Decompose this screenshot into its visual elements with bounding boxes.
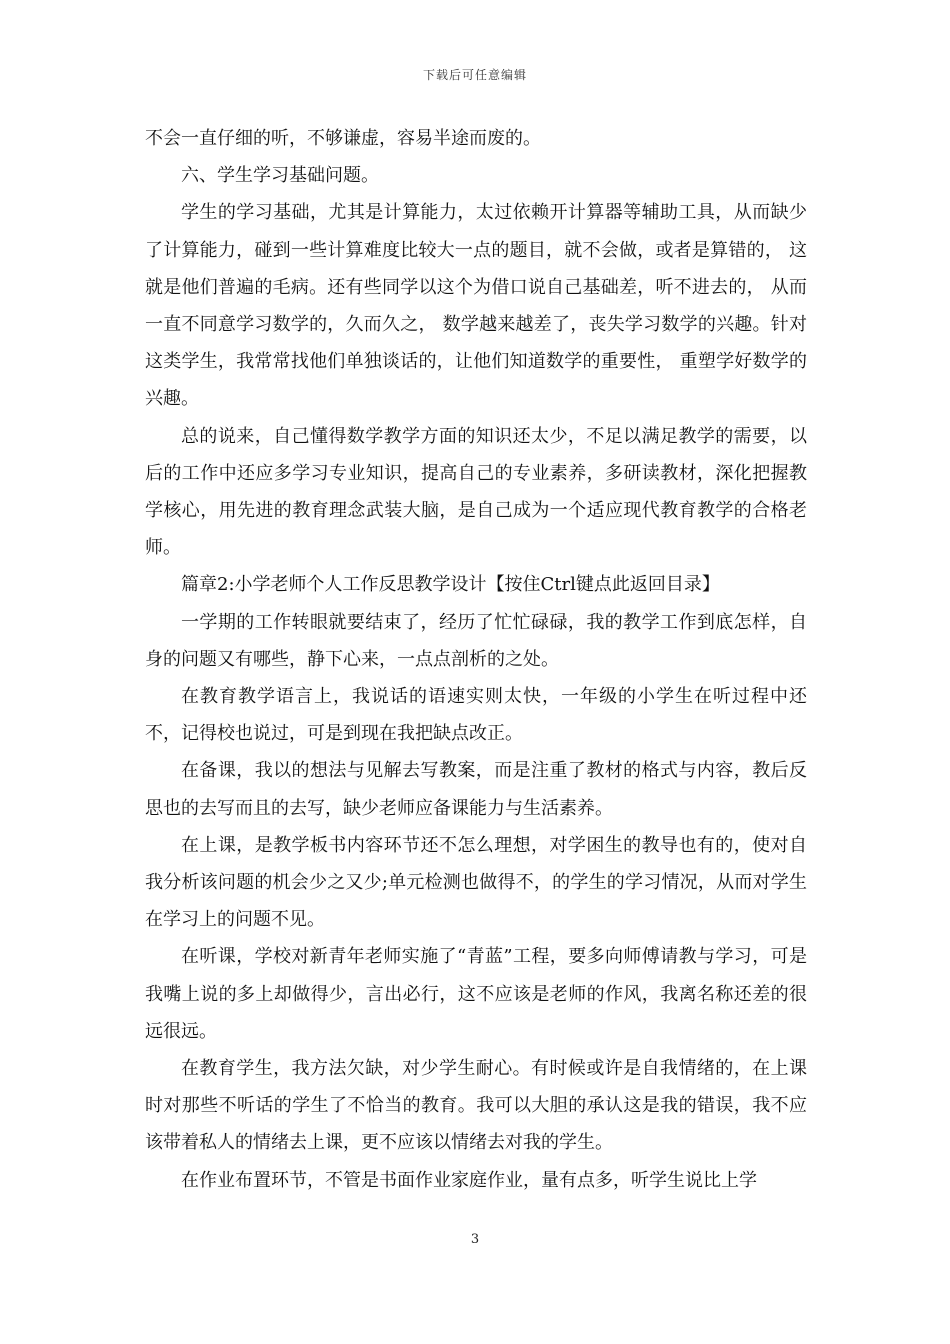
paragraph-educating-students: 在教育学生，我方法欠缺，对少学生耐心。有时候或许是自我情绪的，在上课时对那些不听话的学生了不恰当的教育。我可以大胆的承认这是我的错误，我不应该带着私人的情绪去上课，更不应该以情绪去对我的学生。 — [145, 1058, 807, 1154]
paragraph-semester-intro: 一学期的工作转眼就要结束了，经历了忙忙碌碌，我的教学工作到底怎样，自身的问题又有哪些，静下心来，一点点剖析的之处。 — [145, 611, 807, 670]
page-number: 3 — [470, 1232, 480, 1247]
paragraph-in-class: 在上课，是教学板书内容环节还不怎么理想，对学困生的教导也有的，使对自我分析该问题的机会少之又少;单元检测也做得不，的学生的学习情况，从而对学生在学习上的问题不见。 — [145, 834, 807, 931]
paragraph-homework: 在作业布置环节，不管是书面作业家庭作业，量有点多，听学生说比上学 — [181, 1169, 757, 1191]
page-header: 下载后可任意编辑 — [422, 68, 527, 82]
paragraph-lesson-observation: 在听课，学校对新青年老师实施了“青蓝”工程，要多向师傅请教与学习，可是我嘴上说的多上却做得少，言出必行，这不应该是老师的作风，我离名称还差的很远很远。 — [145, 946, 807, 1042]
paragraph-summary: 总的说来，自己懂得数学教学方面的知识还太少，不足以满足教学的需要，以后的工作中还应多学习专业知识，提高自己的专业素养，多研读教材，深化把握教学核心，用先进的教育理念武装大脑，是自己成为一个适应现代教育教学的合格老师。 — [145, 425, 807, 559]
document-body — [145, 120, 807, 1199]
paragraph-lesson-preparation: 在备课，我以的想法与见解去写教案，而是注重了教材的格式与内容，教后反思也的去写而且的去写，缺少老师应备课能力与生活素养。 — [145, 760, 807, 819]
section-heading-six: 六、学生学习基础问题。 — [181, 165, 379, 187]
paragraph-continuation: 不会一直仔细的听，不够谦虚，容易半途而废的。 — [145, 128, 541, 149]
chapter-heading-link[interactable]: 篇章2:小学老师个人工作反思教学设计【按住Ctrl键点此返回目录】 — [181, 574, 720, 596]
paragraph-study-foundation: 学生的学习基础，尤其是计算能力，太过依赖开计算器等辅助工具，从而缺少了计算能力，碰到一些计算难度比较大一点的题目，就不会做，或者是算错的， 这就是他们普遍的毛病。还有些同学以这个为借口说自己基础差，听不进去的， 从而一直不同意学习数学的，久而久之， 数学越来越差了，丧失学习数学的兴趣。针对这类学生，我常常找他们单独谈话的，让他们知道数学的重要性， 重塑学好数学的兴趣。 — [145, 202, 807, 410]
paragraph-teaching-language: 在教育教学语言上，我说话的语速实则太快，一年级的小学生在听过程中还不，记得校也说过，可是到现在我把缺点改正。 — [145, 686, 807, 745]
